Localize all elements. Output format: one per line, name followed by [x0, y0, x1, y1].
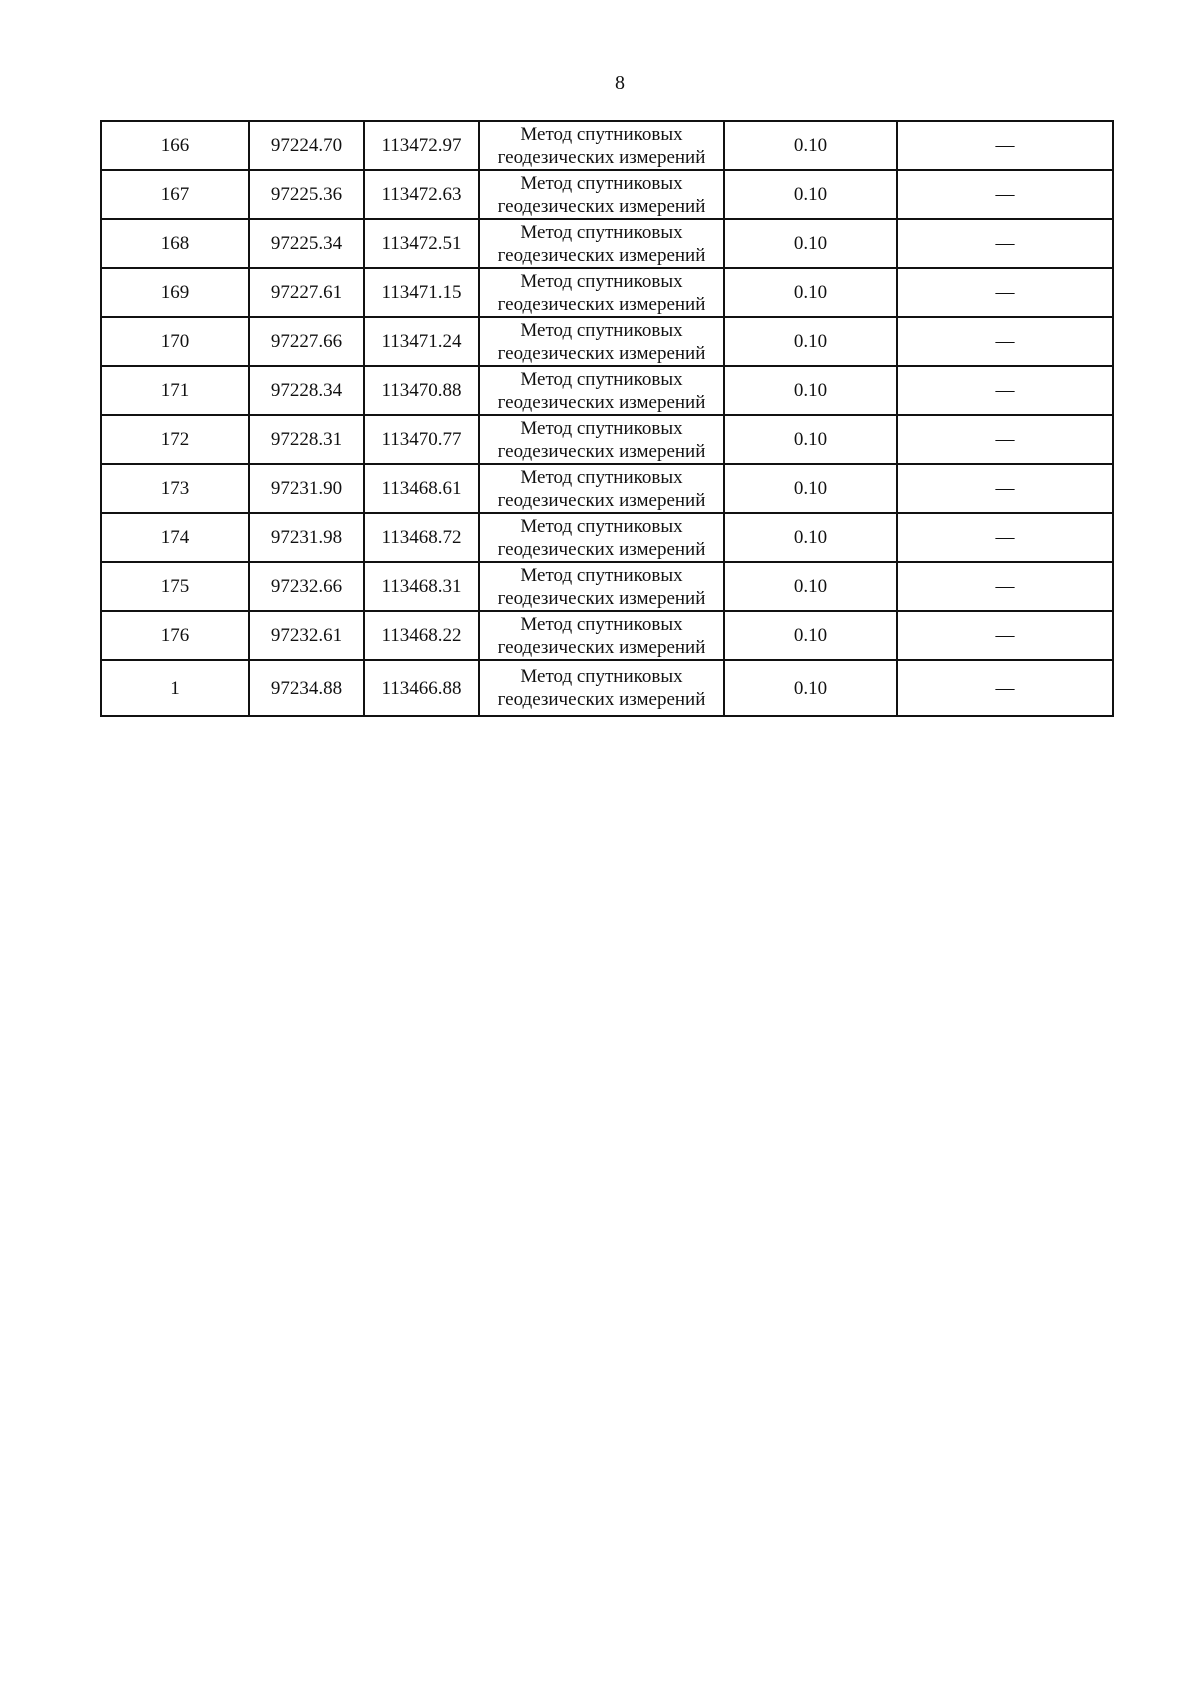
- accuracy-cell: 0.10: [724, 513, 897, 562]
- x-coordinate-cell: 97228.31: [249, 415, 364, 464]
- accuracy-cell: 0.10: [724, 611, 897, 660]
- method-cell: [479, 170, 724, 219]
- y-coordinate-cell: 113468.61: [364, 464, 479, 513]
- accuracy-cell: 0.10: [724, 415, 897, 464]
- method-line-2: геодезических измерений: [497, 342, 706, 364]
- method-line-1: Метод спутниковых: [520, 368, 683, 390]
- y-coordinate-cell: 113472.51: [364, 219, 479, 268]
- table-row: [101, 170, 1113, 219]
- note-cell: —: [897, 268, 1113, 317]
- point-number-cell: 170: [101, 317, 249, 366]
- x-coordinate-cell: 97231.90: [249, 464, 364, 513]
- method-line-2: геодезических измерений: [497, 689, 706, 710]
- method-line-2: геодезических измерений: [497, 244, 706, 266]
- method-line-1: Метод спутниковых: [520, 564, 683, 586]
- method-cell: [479, 611, 724, 660]
- method-line-2: геодезических измерений: [497, 440, 706, 462]
- accuracy-cell: 0.10: [724, 366, 897, 415]
- method-line-1: Метод спутниковых: [520, 221, 683, 243]
- point-number-cell: 174: [101, 513, 249, 562]
- accuracy-cell: 0.10: [724, 464, 897, 513]
- point-number-cell: 167: [101, 170, 249, 219]
- method-cell: [479, 366, 724, 415]
- method-cell: [479, 513, 724, 562]
- method-cell: [479, 317, 724, 366]
- x-coordinate-cell: 97231.98: [249, 513, 364, 562]
- table-row: [101, 121, 1113, 170]
- y-coordinate-cell: 113472.63: [364, 170, 479, 219]
- method-line-1: Метод спутниковых: [520, 666, 683, 687]
- method-line-2: геодезических измерений: [497, 587, 706, 609]
- table-row: [101, 268, 1113, 317]
- note-cell: —: [897, 562, 1113, 611]
- y-coordinate-cell: 113470.77: [364, 415, 479, 464]
- method-line-2: геодезических измерений: [497, 636, 706, 658]
- method-cell: [479, 562, 724, 611]
- method-line-2: геодезических измерений: [497, 489, 706, 511]
- note-cell: —: [897, 513, 1113, 562]
- x-coordinate-cell: 97224.70: [249, 121, 364, 170]
- x-coordinate-cell: 97225.34: [249, 219, 364, 268]
- note-cell: —: [897, 317, 1113, 366]
- method-line-1: Метод спутниковых: [520, 515, 683, 537]
- page-number: 8: [615, 72, 625, 94]
- accuracy-cell: 0.10: [724, 660, 897, 716]
- method-cell: [479, 464, 724, 513]
- method-cell: [479, 121, 724, 170]
- x-coordinate-cell: 97227.66: [249, 317, 364, 366]
- method-cell: [479, 660, 724, 716]
- x-coordinate-cell: 97228.34: [249, 366, 364, 415]
- x-coordinate-cell: 97232.66: [249, 562, 364, 611]
- point-number-cell: 175: [101, 562, 249, 611]
- method-line-1: Метод спутниковых: [520, 270, 683, 292]
- note-cell: —: [897, 660, 1113, 716]
- accuracy-cell: 0.10: [724, 562, 897, 611]
- note-cell: —: [897, 121, 1113, 170]
- note-cell: —: [897, 611, 1113, 660]
- method-line-1: Метод спутниковых: [520, 172, 683, 194]
- method-line-1: Метод спутниковых: [520, 466, 683, 488]
- method-cell: [479, 219, 724, 268]
- point-number-cell: 166: [101, 121, 249, 170]
- y-coordinate-cell: 113471.24: [364, 317, 479, 366]
- method-cell: [479, 415, 724, 464]
- accuracy-cell: 0.10: [724, 268, 897, 317]
- y-coordinate-cell: 113468.22: [364, 611, 479, 660]
- point-number-cell: 176: [101, 611, 249, 660]
- method-line-2: геодезических измерений: [497, 195, 706, 217]
- table-row: [101, 464, 1113, 513]
- method-line-2: геодезических измерений: [497, 538, 706, 560]
- note-cell: —: [897, 219, 1113, 268]
- point-number-cell: 173: [101, 464, 249, 513]
- y-coordinate-cell: 113466.88: [364, 660, 479, 716]
- method-line-2: геодезических измерений: [497, 293, 706, 315]
- y-coordinate-cell: 113468.72: [364, 513, 479, 562]
- method-line-1: Метод спутниковых: [520, 123, 683, 145]
- point-number-cell: 171: [101, 366, 249, 415]
- method-line-2: геодезических измерений: [497, 146, 706, 168]
- coordinates-table: [100, 120, 1114, 717]
- x-coordinate-cell: 97227.61: [249, 268, 364, 317]
- table-row: [101, 317, 1113, 366]
- point-number-cell: 168: [101, 219, 249, 268]
- note-cell: —: [897, 415, 1113, 464]
- y-coordinate-cell: 113470.88: [364, 366, 479, 415]
- y-coordinate-cell: 113472.97: [364, 121, 479, 170]
- x-coordinate-cell: 97225.36: [249, 170, 364, 219]
- x-coordinate-cell: 97232.61: [249, 611, 364, 660]
- method-cell: [479, 268, 724, 317]
- method-line-2: геодезических измерений: [497, 391, 706, 413]
- accuracy-cell: 0.10: [724, 121, 897, 170]
- table-row: [101, 611, 1113, 660]
- note-cell: —: [897, 170, 1113, 219]
- point-number-cell: 172: [101, 415, 249, 464]
- table-row: [101, 562, 1113, 611]
- method-line-1: Метод спутниковых: [520, 319, 683, 341]
- note-cell: —: [897, 366, 1113, 415]
- accuracy-cell: 0.10: [724, 170, 897, 219]
- table-row: [101, 219, 1113, 268]
- note-cell: —: [897, 464, 1113, 513]
- x-coordinate-cell: 97234.88: [249, 660, 364, 716]
- point-number-cell: 169: [101, 268, 249, 317]
- table-row: [101, 660, 1113, 716]
- table-row: [101, 366, 1113, 415]
- y-coordinate-cell: 113468.31: [364, 562, 479, 611]
- accuracy-cell: 0.10: [724, 219, 897, 268]
- accuracy-cell: 0.10: [724, 317, 897, 366]
- point-number-cell: 1: [101, 660, 249, 716]
- method-line-1: Метод спутниковых: [520, 613, 683, 635]
- y-coordinate-cell: 113471.15: [364, 268, 479, 317]
- table-row: [101, 415, 1113, 464]
- coordinates-table-body: [101, 121, 1113, 716]
- method-line-1: Метод спутниковых: [520, 417, 683, 439]
- table-row: [101, 513, 1113, 562]
